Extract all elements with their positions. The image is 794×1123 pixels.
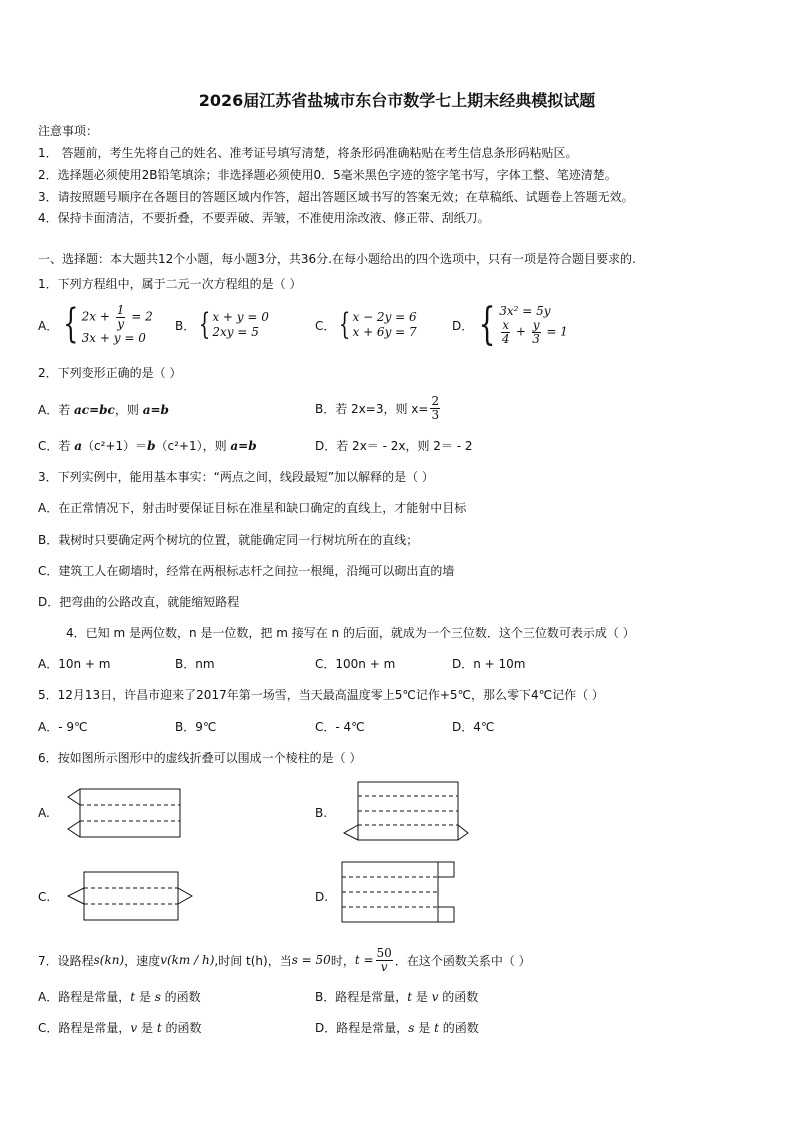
equation-system: { 3x² = 5y $\frac{x}{4}$ + $\frac{y}{3}$ = 1 (478, 299, 568, 350)
option-label: B． (175, 318, 196, 333)
q1-option-d[interactable] (452, 298, 568, 352)
notice-header: 注意事项： (38, 124, 99, 138)
q6-stem: 6．按如图所示图形中的虚线折叠可以围成一个棱柱的是（ ） (38, 751, 362, 765)
q5-option-a[interactable]: A．- 9℃ (38, 720, 88, 734)
q1-option-c[interactable] (315, 304, 417, 346)
equation-system: { x + y = 0 2xy = 5 (199, 307, 269, 342)
q3-option-c[interactable]: C．建筑工人在砌墙时，经常在两根标志杆之间拉一根绳，沿绳可以砌出直的墙 (38, 564, 455, 578)
q4-option-b[interactable]: B．nm (175, 657, 215, 671)
notice-item-1: 1． 答题前，考生先将自己的姓名、准考证号填写清楚，将条形码准确粘贴在考生信息条形码粘贴区。 (38, 146, 578, 160)
q3-option-b[interactable]: B．栽树时只要确定两个树坑的位置，就能确定同一行树坑所在的直线； (38, 533, 419, 547)
q1-option-b[interactable] (175, 304, 269, 346)
q6-option-c-label[interactable]: C. (38, 890, 51, 904)
q5-option-c[interactable]: C．- 4℃ (315, 720, 365, 734)
page-title: 2026届江苏省盐城市东台市数学七上期末经典模拟试题 (198, 91, 596, 110)
q7-option-a[interactable]: A．路程是常量，t 是 s 的函数 (38, 990, 201, 1004)
q2-option-d[interactable]: D．若 2x＝ - 2x，则 2＝ - 2 (315, 439, 473, 453)
q6-figure-b (338, 778, 468, 850)
q6-figure-c (66, 868, 196, 924)
q5-option-b[interactable]: B．9℃ (175, 720, 217, 734)
q6-option-a-label[interactable]: A. (38, 806, 50, 820)
equation-system: { x − 2y = 6 x + 6y = 7 (339, 307, 417, 342)
q2-stem: 2．下列变形正确的是（ ） (38, 366, 182, 380)
q5-option-d[interactable]: D．4℃ (452, 720, 495, 734)
q2-option-a[interactable]: A．若 ac=bc，则 a=b (38, 403, 169, 417)
q3-option-a[interactable]: A．在正常情况下，射击时要保证目标在准星和缺口确定的直线上，才能射中目标 (38, 501, 467, 515)
notice-item-2: 2．选择题必须使用2B铅笔填涂；非选择题必须使用0．5毫米黑色字迹的签字笔书写，字体工整、笔迹清楚。 (38, 168, 617, 182)
q7-option-d[interactable]: D．路程是常量，s 是 t 的函数 (315, 1021, 479, 1035)
q7-option-b[interactable]: B．路程是常量，t 是 v 的函数 (315, 990, 479, 1004)
q1-stem: 1．下列方程组中，属于二元一次方程组的是（ ） (38, 277, 302, 291)
q4-option-a[interactable]: A．10n + m (38, 657, 111, 671)
section-heading: 一、选择题：本大题共12个小题，每小题3分，共36分.在每小题给出的四个选项中，只有一项是符合题目要求的. (38, 252, 636, 266)
q4-option-d[interactable]: D．n + 10m (452, 657, 526, 671)
q6-option-d-label[interactable]: D. (315, 890, 329, 904)
q7-stem: 7．设路程 s(kn) ，速度 v(km / h) ,时间 t(h)，当 s = 50 时， t = $\frac{50}{v}$ ．在这个函数关系中（ ） (38, 945, 531, 974)
q6-figure-d (338, 860, 468, 928)
option-label: D． (452, 318, 474, 333)
q4-option-c[interactable]: C．100n + m (315, 657, 396, 671)
q2-option-b[interactable]: B．若 2x=3，则 x= $\frac{2}{3}$ (315, 393, 440, 422)
q6-option-b-label[interactable]: B. (315, 806, 328, 820)
q1-option-a[interactable] (38, 300, 153, 350)
equation-system: { 2x + $\frac{1}{y}$ = 2 3x + y = 0 (63, 301, 153, 348)
option-label: A． (38, 318, 59, 333)
q3-option-d[interactable]: D．把弯曲的公路改直，就能缩短路程 (38, 595, 240, 609)
notice-item-4: 4．保持卡面清洁，不要折叠，不要弄破、弄皱，不准使用涂改液、修正带、刮纸刀。 (38, 211, 490, 225)
option-label: C． (315, 318, 336, 333)
q4-stem: 4．已知 m 是两位数，n 是一位数，把 m 接写在 n 的后面，就成为一个三位数．这个三位数可表示成（ ） (66, 626, 635, 640)
q6-figure-a (60, 784, 190, 844)
q3-stem: 3．下列实例中，能用基本事实：“两点之间，线段最短”加以解释的是（ ） (38, 470, 434, 484)
notice-item-3: 3．请按照题号顺序在各题目的答题区域内作答，超出答题区域书写的答案无效；在草稿纸、试题卷上答题无效。 (38, 190, 634, 204)
q5-stem: 5．12月13日，许昌市迎来了2017年第一场雪，当天最高温度零上5℃记作+5℃，那么零下4℃记作（ ） (38, 688, 604, 702)
q2-option-c[interactable]: C．若 a（c²+1）＝b（c²+1），则 a=b (38, 439, 257, 453)
q7-option-c[interactable]: C．路程是常量，v 是 t 的函数 (38, 1021, 202, 1035)
